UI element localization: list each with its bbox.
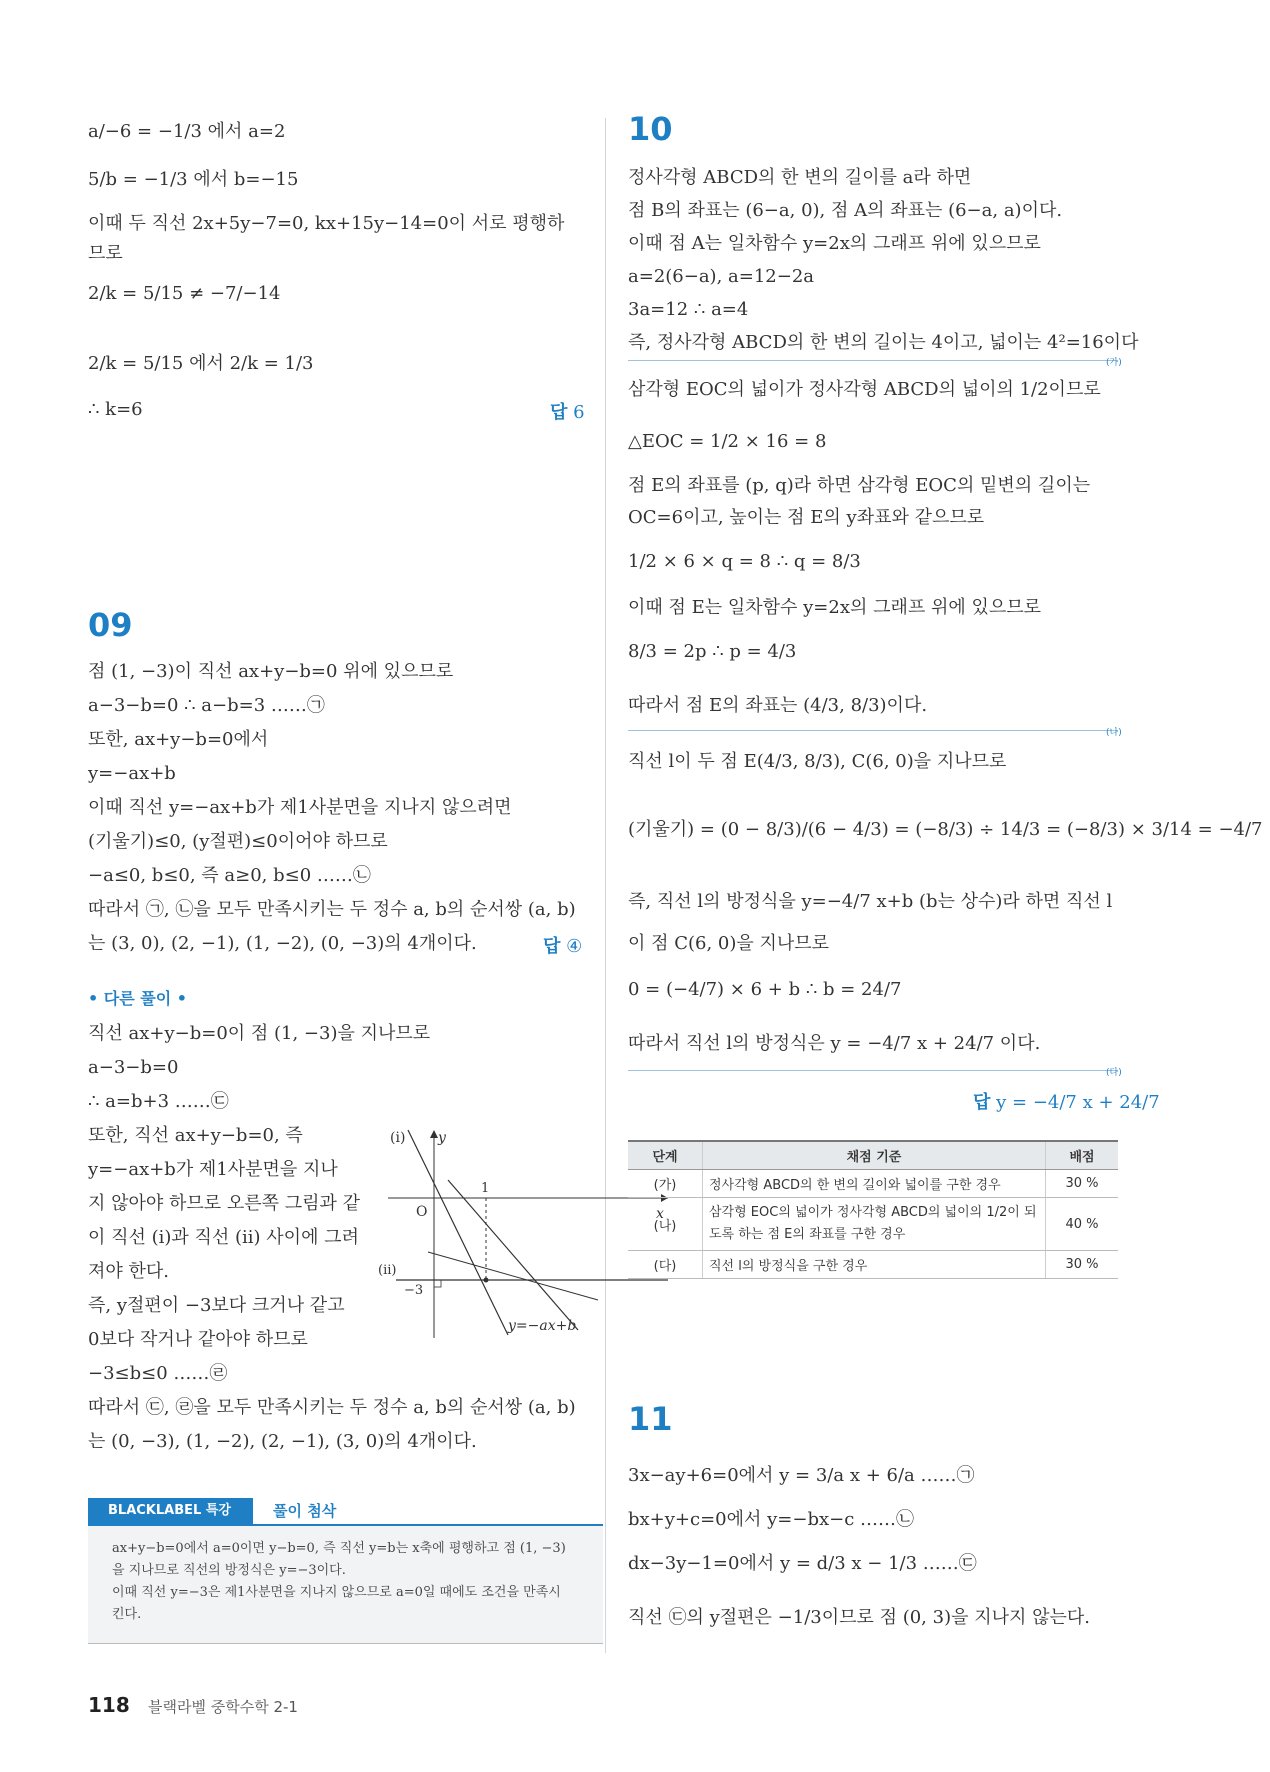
label-i: (ⅰ)	[390, 1130, 406, 1146]
table-header-row	[628, 1141, 1118, 1170]
q09-line-3: 또한, ax+y−b=0에서	[88, 729, 269, 750]
alt-line-11: −3≤b≤0 ……㉣	[88, 1363, 228, 1384]
step-rule-c	[628, 1070, 1118, 1071]
q10-answer	[973, 1088, 1160, 1114]
q08-line-7: ∴ k=6	[88, 399, 143, 420]
q10-line-2: 점 B의 좌표는 (6−a, 0), 점 A의 좌표는 (6−a, a)이다.	[628, 200, 1063, 221]
cell-criteria: 직선 l의 방정식을 구한 경우	[703, 1251, 1046, 1279]
q10-line-6: 즉, 정사각형 ABCD의 한 변의 길이는 4이고, 넓이는 4²=16이다	[628, 332, 1139, 353]
q10-line-7: 삼각형 EOC의 넓이가 정사각형 ABCD의 넓이의 1/2이므로	[628, 379, 1101, 400]
step-a: (가)	[1106, 358, 1122, 368]
y-axis-arrow	[430, 1130, 438, 1138]
step-rule-b	[628, 730, 1118, 731]
q10-number: 10	[628, 110, 673, 148]
q10-line-11: 1/2 × 6 × q = 8 ∴ q = 8/3	[628, 551, 861, 572]
q08-line-5: 2/k = 5/15 ≠ −7/−14	[88, 283, 281, 304]
th-criteria: 채점 기준	[703, 1141, 1046, 1170]
label-x-axis: x	[656, 1206, 664, 1222]
q09-line-7: −a≤0, b≤0, 즉 a≥0, b≤0 ……㉡	[88, 865, 371, 886]
q11-line-4: 직선 ㉢의 y절편은 −1/3이므로 점 (0, 3)을 지나지 않는다.	[628, 1607, 1090, 1628]
blacklabel-line-2: 을 지나므로 직선의 방정식은 y=−3이다.	[112, 1563, 346, 1578]
scoring-table	[628, 1140, 1118, 1279]
table-row	[628, 1198, 1118, 1251]
alt-line-13: 는 (0, −3), (1, −2), (2, −1), (3, 0)의 4개이다.	[88, 1431, 477, 1452]
blacklabel-box	[88, 1498, 603, 1645]
q11-number: 11	[628, 1400, 673, 1438]
cell-step: (가)	[628, 1170, 703, 1198]
cell-score: 30 %	[1046, 1170, 1119, 1198]
blacklabel-sub: 풀이 첨삭	[273, 1502, 337, 1520]
alt-line-9: 즉, y절편이 −3보다 크거나 같고	[88, 1295, 345, 1316]
q10-line-19: 0 = (−4/7) × 6 + b ∴ b = 24/7	[628, 979, 902, 1000]
q08-line-3: 이때 두 직선 2x+5y−7=0, kx+15y−14=0이 서로 평행하	[88, 213, 565, 234]
q10-line-10: OC=6이고, 높이는 점 E의 y좌표와 같으므로	[628, 507, 985, 528]
label-line-eq: y=−ax+b	[508, 1318, 577, 1334]
answer-value: ④	[566, 936, 583, 957]
q10-line-8: △EOC = 1/2 × 16 = 8	[628, 431, 827, 452]
q10-line-16: (기울기) = (0 − 8/3)/(6 − 4/3) = (−8/3) ÷ 14/3 = (−8/3) × 3/14 = −4/7	[628, 819, 1263, 840]
blacklabel-tag: BLACKLABEL 특강	[88, 1498, 253, 1524]
cell-step: (나)	[628, 1198, 703, 1251]
cell-score: 40 %	[1046, 1198, 1119, 1251]
label-ii: (ⅱ)	[378, 1263, 397, 1278]
cell-criteria: 정사각형 ABCD의 한 변의 길이와 넓이를 구한 경우	[703, 1170, 1046, 1198]
table-row	[628, 1170, 1118, 1198]
q09-number: 09	[88, 606, 133, 644]
q10-line-20: 따라서 직선 l의 방정식은 y = −4/7 x + 24/7 이다.	[628, 1033, 1041, 1054]
q09-line-1: 점 (1, −3)이 직선 ax+y−b=0 위에 있으므로	[88, 661, 454, 682]
blacklabel-line-4: 킨다.	[112, 1607, 142, 1622]
q08-line-1: a/−6 = −1/3 에서 a=2	[88, 121, 286, 142]
blacklabel-line-1: ax+y−b=0에서 a=0이면 y−b=0, 즉 직선 y=b는 x축에 평행하고 점 (1, −3)	[112, 1541, 566, 1556]
q11-line-2: bx+y+c=0에서 y=−bx−c ……㉡	[628, 1509, 915, 1530]
q10-line-4: a=2(6−a), a=12−2a	[628, 266, 815, 287]
page-number: 118	[88, 1693, 130, 1717]
q08-line-4: 므로	[88, 243, 123, 264]
label-y-axis: y	[438, 1130, 446, 1146]
q10-line-9: 점 E의 좌표를 (p, q)라 하면 삼각형 EOC의 밑변의 길이는	[628, 475, 1091, 496]
cell-score: 30 %	[1046, 1251, 1119, 1279]
q10-line-14: 따라서 점 E의 좌표는 (4/3, 8/3)이다.	[628, 695, 928, 716]
q09-line-2: a−3−b=0 ∴ a−b=3 ……㉠	[88, 695, 325, 716]
q08-line-6: 2/k = 5/15 에서 2/k = 1/3	[88, 353, 314, 374]
q08-line-2: 5/b = −1/3 에서 b=−15	[88, 169, 299, 190]
th-score: 배점	[1046, 1141, 1119, 1170]
blacklabel-body	[88, 1526, 603, 1644]
q10-line-15: 직선 l이 두 점 E(4/3, 8/3), C(6, 0)을 지나므로	[628, 751, 1007, 772]
q11-line-3: dx−3y−1=0에서 y = d/3 x − 1/3 ……㉢	[628, 1553, 977, 1574]
alt-line-7: 이 직선 (ⅰ)과 직선 (ⅱ) 사이에 그려	[88, 1227, 359, 1248]
q10-line-17: 즉, 직선 l의 방정식을 y=−4/7 x+b (b는 상수)라 하면 직선 l	[628, 891, 1113, 912]
alt-line-8: 져야 한다.	[88, 1261, 169, 1282]
label-tick-1: 1	[481, 1181, 490, 1196]
answer-label: 답	[973, 1092, 991, 1113]
book-title: 블랙라벨 중학수학 2-1	[148, 1698, 298, 1716]
blacklabel-line-3: 이때 직선 y=−3은 제1사분면을 지나지 않으므로 a=0일 때에도 조건을 만족시	[112, 1585, 561, 1600]
step-rule-a	[628, 360, 1118, 361]
answer-value: y = −4/7 x + 24/7	[996, 1092, 1160, 1113]
q09-line-9: 는 (3, 0), (2, −1), (1, −2), (0, −3)의 4개이다.	[88, 933, 477, 954]
step-c: (다)	[1106, 1068, 1122, 1078]
cell-criteria: 삼각형 EOC의 넓이가 정사각형 ABCD의 넓이의 1/2이 되도록 하는 점 E의 좌표를 구한 경우	[703, 1198, 1046, 1251]
step-b: (나)	[1106, 728, 1122, 738]
q10-line-13: 8/3 = 2p ∴ p = 4/3	[628, 641, 797, 662]
q09-line-4: y=−ax+b	[88, 763, 176, 784]
alt-line-1: 직선 ax+y−b=0이 점 (1, −3)을 지나므로	[88, 1023, 431, 1044]
q08-answer	[550, 398, 585, 424]
line-mid	[428, 1252, 598, 1300]
alt-line-5: y=−ax+b가 제1사분면을 지나	[88, 1159, 338, 1180]
alt-line-3: ∴ a=b+3 ……㉢	[88, 1091, 229, 1112]
alt-line-10: 0보다 작거나 같아야 하므로	[88, 1329, 308, 1350]
q09-line-6: (기울기)≤0, (y절편)≤0이어야 하므로	[88, 831, 388, 852]
q09-answer	[543, 932, 582, 958]
answer-label: 답	[543, 936, 561, 957]
alt-line-4: 또한, 직선 ax+y−b=0, 즉	[88, 1125, 303, 1146]
point-1-m3	[484, 1278, 489, 1283]
alt-line-6: 지 않아야 하므로 오른쪽 그림과 같	[88, 1193, 361, 1214]
alt-line-12: 따라서 ㉢, ㉣을 모두 만족시키는 두 정수 a, b의 순서쌍 (a, b)	[88, 1397, 576, 1418]
label-tick-m3: −3	[404, 1283, 424, 1298]
q10-line-12: 이때 점 E는 일차함수 y=2x의 그래프 위에 있으므로	[628, 597, 1042, 618]
answer-value: 6	[573, 402, 585, 423]
q10-line-5: 3a=12 ∴ a=4	[628, 299, 749, 320]
intercept-mark	[434, 1280, 441, 1287]
q10-line-18: 이 점 C(6, 0)을 지나므로	[628, 933, 830, 954]
alt-line-2: a−3−b=0	[88, 1057, 179, 1078]
answer-label: 답	[550, 402, 568, 423]
q09-line-5: 이때 직선 y=−ax+b가 제1사분면을 지나지 않으려면	[88, 797, 512, 818]
label-origin: O	[416, 1204, 428, 1220]
cell-step: (다)	[628, 1251, 703, 1279]
q09-line-8: 따라서 ㉠, ㉡을 모두 만족시키는 두 정수 a, b의 순서쌍 (a, b)	[88, 899, 576, 920]
th-step: 단계	[628, 1141, 703, 1170]
q10-line-1: 정사각형 ABCD의 한 변의 길이를 a라 하면	[628, 167, 972, 188]
q10-line-3: 이때 점 A는 일차함수 y=2x의 그래프 위에 있으므로	[628, 233, 1041, 254]
q11-line-1: 3x−ay+6=0에서 y = 3/a x + 6/a ……㉠	[628, 1465, 975, 1486]
alt-solution-title: • 다른 풀이 •	[88, 989, 187, 1008]
column-divider	[605, 118, 606, 1653]
table-row	[628, 1251, 1118, 1279]
line-y-neg-ax-b	[448, 1180, 578, 1330]
